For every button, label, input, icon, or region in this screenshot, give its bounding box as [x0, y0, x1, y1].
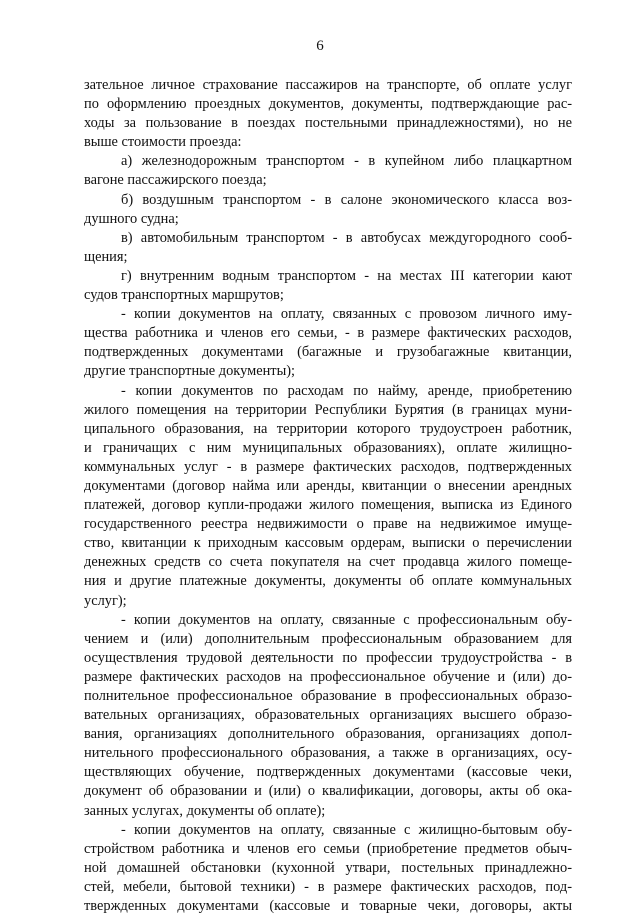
text-line: выше стоимости проезда: — [84, 134, 242, 151]
text-line: - копии документов на оплату, связанные с профессиональным обу- — [121, 611, 572, 628]
text-line: стей, мебели, бытовой техники) - в размере фактических расходов, под- — [84, 878, 572, 895]
text-line: ния и другие платежные документы, документы об оплате коммунальных — [84, 573, 572, 590]
text-line: чением и (или) дополнительным профессиональным образованием для — [84, 630, 572, 647]
text-line: ство, квитанции к приходным кассовым ордерам, выписки о перечислении — [84, 535, 572, 552]
paragraph — [84, 821, 572, 916]
text-line: ципального образования, на территории которого трудоустроен работник, — [84, 420, 572, 437]
paragraph — [84, 152, 572, 190]
text-line: платежей, договор купли-продажи жилого помещения, выписка из Единого — [84, 497, 572, 514]
text-line: стройством работника и членов его семьи (приобретение предметов обыч- — [84, 840, 572, 857]
text-line: по оформлению проездных документов, документы, подтверждающие рас- — [84, 96, 572, 113]
text-line: судов транспортных маршрутов; — [84, 287, 284, 304]
text-line: и граничащих с ним муниципальных образованиях), оплате жилищно- — [84, 439, 572, 456]
paragraph — [84, 382, 572, 611]
text-line: осуществления трудовой деятельности по профессии трудоустройства - в — [84, 649, 572, 666]
paragraph — [84, 267, 572, 305]
text-line: б) воздушным транспортом - в салоне экономического класса воз- — [121, 191, 572, 208]
text-line: ной домашней обстановки (кухонной утвари, постельных принадлежно- — [84, 859, 572, 876]
text-line: денежных средств со счета покупателя на счет продавца жилого помеще- — [84, 554, 572, 571]
text-line: вательных организациях, образовательных организациях высшего образо- — [84, 707, 572, 724]
text-line: г) внутренним водным транспортом - на местах III категории кают — [121, 267, 572, 284]
text-line: зательное личное страхование пассажиров на транспорте, об оплате услуг — [84, 77, 572, 93]
text-line: - копии документов на оплату, связанных с провозом личного иму- — [121, 306, 572, 323]
text-line: документами (договор найма или аренды, квитанции о внесении арендных — [84, 477, 572, 494]
text-line: - копии документов на оплату, связанные с жилищно-бытовым обу- — [121, 821, 572, 838]
text-line: жилого помещения на территории Республики Бурятия (в границах муни- — [84, 401, 572, 418]
page-number: 6 — [316, 38, 324, 54]
text-line: вагоне пассажирского поезда; — [84, 172, 267, 189]
text-line: коммунальных услуг - в размере фактических расходов, подтвержденных — [84, 458, 572, 475]
text-line: ществляющих обучение, подтвержденных документами (кассовые чеки, — [84, 764, 572, 781]
text-line: - копии документов по расходам по найму, аренде, приобретению — [121, 382, 572, 399]
text-line: щества работника и членов его семьи, - в размере фактических расходов, — [84, 325, 572, 342]
text-line: вания, организациях дополнительного образования, организациях допол- — [84, 726, 572, 743]
text-line: услуг); — [84, 592, 127, 609]
text-line: нительного профессионального образования, а также в организациях, осу- — [84, 745, 572, 762]
text-line: ходы за пользование в поездах постельными принадлежностями), но не — [84, 115, 572, 132]
text-line: душного судна; — [84, 210, 179, 227]
paragraph — [84, 305, 572, 381]
text-line: в) автомобильным транспортом - в автобусах междугородного сооб- — [121, 229, 572, 246]
text-line: государственного реестра недвижимости о праве на недвижимое имуще- — [84, 516, 572, 533]
text-line: размере фактических расходов на профессиональное обучение и (или) до- — [84, 668, 572, 685]
text-line: а) железнодорожным транспортом - в купейном либо плацкартном — [121, 153, 572, 170]
text-line: занных услугах, документы об оплате); — [84, 802, 326, 819]
document-body — [84, 76, 572, 916]
paragraph — [84, 611, 572, 821]
paragraph — [84, 76, 572, 152]
text-line: документ об образовании и (или) о квалификации, договоры, акты об ока- — [84, 783, 572, 800]
text-line: подтвержденных документами (багажные и грузобагажные квитанции, — [84, 344, 572, 361]
paragraph — [84, 229, 572, 267]
paragraph — [84, 191, 572, 229]
text-line: другие транспортные документы); — [84, 363, 296, 380]
text-line: полнительное профессиональное образование в профессиональных образо- — [84, 688, 572, 704]
text-line: твержденных документами (кассовые и товарные чеки, договоры, акты — [84, 898, 572, 915]
text-line: щения; — [84, 248, 128, 265]
